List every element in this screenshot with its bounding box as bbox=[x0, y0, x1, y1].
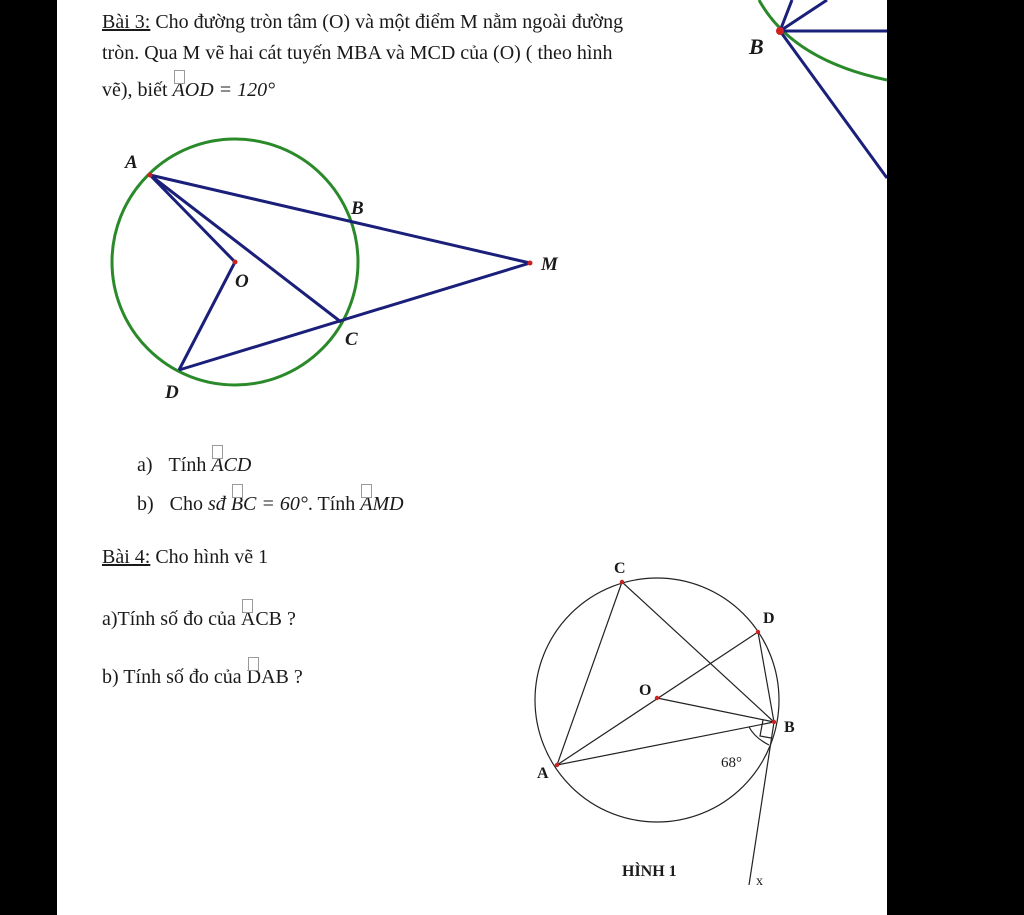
label-b: B bbox=[351, 198, 364, 219]
angle-acd-rest: CD bbox=[223, 454, 252, 476]
fragment-line-2 bbox=[780, 31, 887, 178]
bai4-heading: Bài 4: bbox=[102, 546, 151, 568]
point-o bbox=[233, 260, 238, 265]
label-c-hinh1: C bbox=[614, 560, 626, 577]
angle-acb-letter: A bbox=[240, 608, 256, 630]
arc-bc-letter: B bbox=[230, 493, 244, 515]
part-b-sd: sđ bbox=[208, 493, 231, 515]
fragment-point-b bbox=[776, 27, 784, 35]
bai4-part-b bbox=[102, 667, 303, 687]
bai4-part-a bbox=[102, 609, 296, 629]
angle-aod-letter: A bbox=[172, 79, 185, 101]
segment-ao bbox=[150, 175, 235, 262]
bai4-part-a-prefix: a)Tính số đo của bbox=[102, 608, 241, 630]
part-a-text: Tính bbox=[168, 454, 212, 476]
bai4-figure bbox=[507, 550, 887, 915]
angle-dab-letter: D bbox=[246, 666, 262, 688]
point-a-hinh1 bbox=[555, 763, 559, 767]
bai3-line1-text: Cho đường tròn tâm (O) và một điểm M nằm ngoài đường bbox=[150, 11, 624, 33]
angle-amd-letter: A bbox=[360, 493, 373, 515]
bai3-line2: tròn. Qua M vẽ hai cát tuyến MBA và MCD của (O) ( theo hình bbox=[102, 42, 613, 64]
bai3-part-a bbox=[137, 455, 251, 475]
side-figure-fragment bbox=[697, 0, 887, 200]
label-c: C bbox=[345, 329, 358, 350]
segment-od bbox=[179, 262, 235, 370]
part-b-tinh: . Tính bbox=[307, 493, 361, 515]
segment-ca bbox=[557, 582, 622, 765]
point-d-hinh1 bbox=[756, 630, 760, 634]
label-d-hinh1: D bbox=[763, 610, 775, 627]
tangent-bx bbox=[749, 722, 774, 885]
label-angle-68: 68° bbox=[721, 755, 742, 771]
fragment-label-b: B bbox=[749, 34, 764, 59]
angle-acb-rest: CB ? bbox=[255, 608, 296, 630]
part-b-text: Cho bbox=[169, 493, 209, 515]
segment-cb bbox=[622, 582, 774, 722]
part-b-marker: b) bbox=[137, 493, 154, 515]
arc-bc-rest: C = 60° bbox=[243, 493, 308, 515]
angle-dab-rest: AB ? bbox=[261, 666, 303, 688]
angle-aod-rest: OD = 120° bbox=[184, 79, 276, 101]
point-a bbox=[148, 173, 153, 178]
bai3-heading: Bài 3: bbox=[102, 11, 151, 33]
point-m bbox=[528, 261, 533, 266]
segment-dm bbox=[179, 263, 530, 370]
angle-68-arc bbox=[749, 727, 769, 745]
fragment-arc bbox=[759, 0, 887, 80]
bai3-line3-prefix: vẽ), biết bbox=[102, 79, 173, 101]
bai4-heading-rest: Cho hình vẽ 1 bbox=[150, 546, 269, 568]
label-d: D bbox=[165, 382, 179, 403]
label-o-hinh1: O bbox=[639, 682, 652, 699]
bai4-part-b-prefix: b) Tính số đo của bbox=[102, 666, 247, 688]
label-a: A bbox=[125, 152, 138, 173]
point-b-hinh1 bbox=[772, 720, 776, 724]
point-o-hinh1 bbox=[655, 696, 659, 700]
bai4-heading-line bbox=[102, 547, 268, 567]
label-m: M bbox=[541, 254, 558, 275]
angle-amd-rest: MD bbox=[372, 493, 404, 515]
label-a-hinh1: A bbox=[537, 765, 549, 782]
part-a-marker: a) bbox=[137, 454, 153, 476]
bai3-part-b bbox=[137, 494, 404, 514]
label-b-hinh1: B bbox=[784, 719, 795, 736]
document-page bbox=[57, 0, 887, 915]
segment-ob bbox=[657, 698, 774, 722]
label-o: O bbox=[235, 271, 249, 292]
angle-acd-letter: A bbox=[211, 454, 224, 476]
caption-hinh1: HÌNH 1 bbox=[622, 863, 677, 880]
label-x-hinh1: x bbox=[756, 874, 763, 889]
point-c-hinh1 bbox=[620, 580, 624, 584]
